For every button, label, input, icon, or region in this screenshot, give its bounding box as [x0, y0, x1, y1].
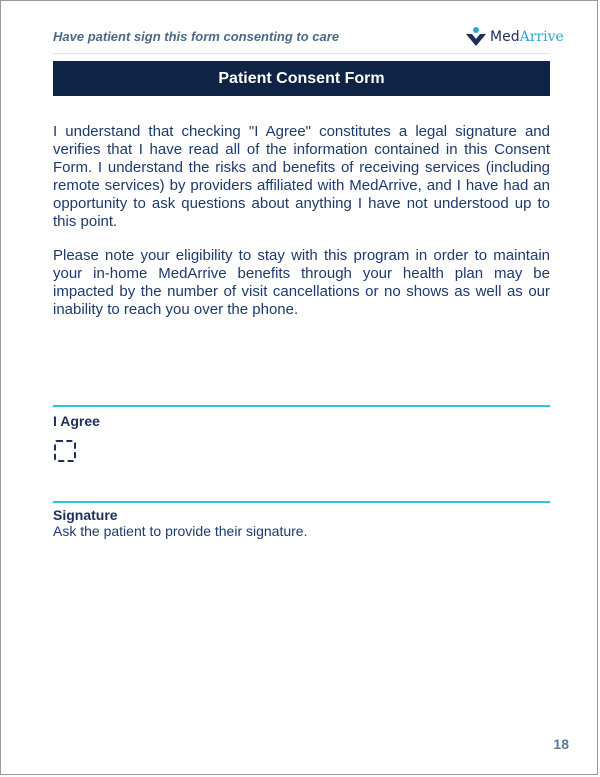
signature-instruction: Ask the patient to provide their signature. [53, 523, 308, 539]
agree-label: I Agree [53, 413, 100, 429]
form-title: Patient Consent Form [53, 61, 550, 96]
divider [53, 405, 550, 407]
header-instruction: Have patient sign this form consenting to care [53, 29, 340, 44]
consent-paragraph: I understand that checking "I Agree" constitutes a legal signature and verifies that I have read all of the information contained in this Consent Form. I understand the risks and benefits of receiving services (including remote services) by providers affiliated with MedArrive, and I have had an opportunity to ask questions about anything I have not understood up to this point. [53, 123, 550, 230]
agree-checkbox[interactable] [54, 440, 76, 462]
signature-label: Signature [53, 507, 118, 523]
page-number: 18 [553, 736, 569, 752]
divider [53, 501, 550, 503]
header-divider [53, 53, 550, 54]
heart-logo-icon [465, 26, 487, 48]
logo-text-arrive: Arrive [519, 29, 564, 45]
medarrive-logo [465, 26, 564, 48]
eligibility-paragraph: Please note your eligibility to stay with this program in order to maintain your in-home MedArrive benefits through your health plan may be impacted by the number of visit cancellations or no shows as well as our inability to reach you over the phone. [53, 247, 550, 318]
logo-text-med: Med [490, 29, 520, 45]
